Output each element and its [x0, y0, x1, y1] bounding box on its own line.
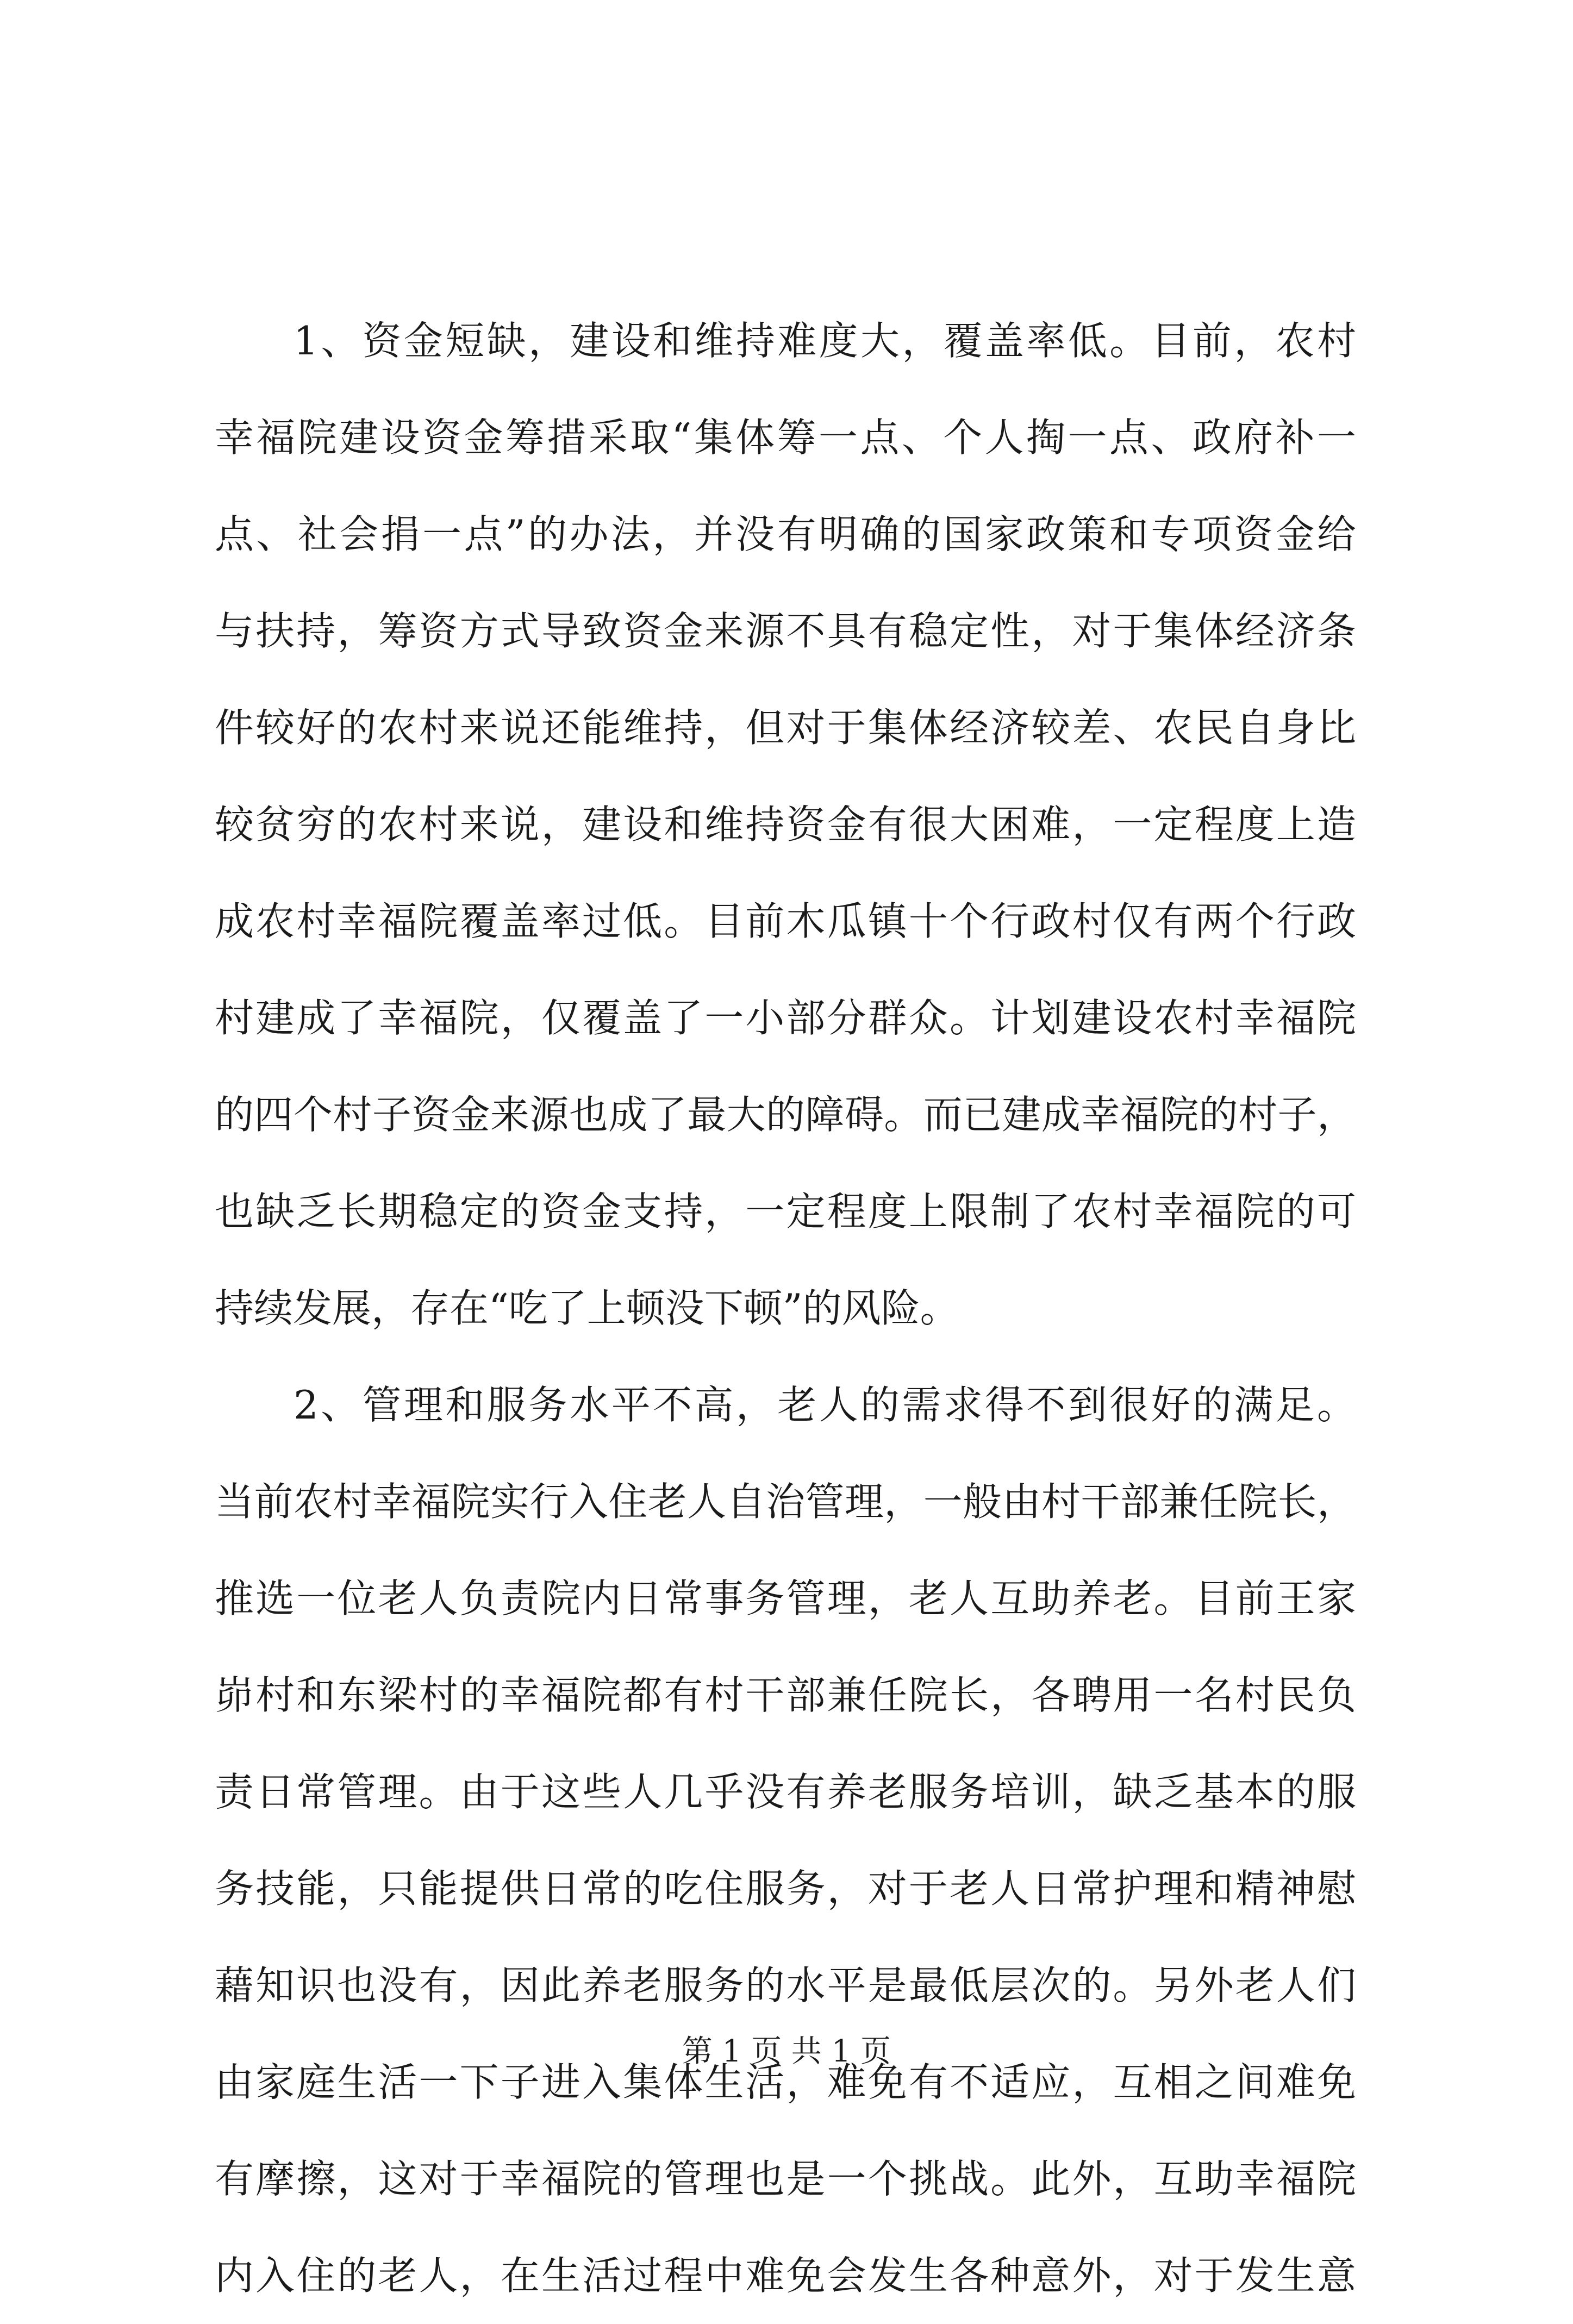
paragraph-1-line: 点、社会捐一点”的办法，并没有明确的国家政策和专项资金给 [215, 511, 1356, 557]
document-body [215, 292, 1356, 2324]
paragraph-1-line: 较贫穷的农村来说，建设和维持资金有很大困难，一定程度上造 [215, 802, 1356, 847]
paragraph-2-line: 内入住的老人，在生活过程中难免会发生各种意外，对于发生意 [215, 2253, 1356, 2298]
page-number-label: 第 1 页 共 1 页 [682, 2034, 891, 2069]
paragraph-2-line: 2、管理和服务水平不高，老人的需求得不到很好的满足。 [294, 1382, 1356, 1428]
paragraph-1-line: 与扶持，筹资方式导致资金来源不具有稳定性，对于集体经济条 [215, 608, 1356, 654]
paragraph-1-line: 件较好的农村来说还能维持，但对于集体经济较差、农民自身比 [215, 705, 1356, 751]
paragraph-1-line: 的四个村子资金来源也成了最大的障碍。而已建成幸福院的村子， [215, 1092, 1356, 1138]
paragraph-2-line: 当前农村幸福院实行入住老人自治管理，一般由村干部兼任院长， [215, 1479, 1356, 1525]
paragraph-2-line: 责日常管理。由于这些人几乎没有养老服务培训，缺乏基本的服 [215, 1769, 1356, 1815]
paragraph-2-line: 务技能，只能提供日常的吃住服务，对于老人日常护理和精神慰 [215, 1866, 1356, 1911]
paragraph-1-line: 也缺乏长期稳定的资金支持，一定程度上限制了农村幸福院的可 [215, 1189, 1356, 1234]
paragraph-2-line: 由家庭生活一下子进入集体生活，难免有不适应，互相之间难免 [215, 2059, 1356, 2105]
paragraph-2-line: 推选一位老人负责院内日常事务管理，老人互助养老。目前王家 [215, 1576, 1356, 1621]
paragraph-1-line: 幸福院建设资金筹措采取“集体筹一点、个人掏一点、政府补一 [215, 415, 1356, 460]
paragraph-2-line: 藉知识也没有，因此养老服务的水平是最低层次的。另外老人们 [215, 1963, 1356, 2008]
page-footer [0, 2030, 1573, 2073]
paragraph-1-line: 持续发展，存在“吃了上顿没下顿”的风险。 [215, 1285, 959, 1331]
paragraph-2-line: 峁村和东梁村的幸福院都有村干部兼任院长，各聘用一名村民负 [215, 1672, 1356, 1718]
paragraph-1-line: 1、资金短缺，建设和维持难度大，覆盖率低。目前，农村 [294, 318, 1356, 364]
paragraph-1-line: 成农村幸福院覆盖率过低。目前木瓜镇十个行政村仅有两个行政 [215, 898, 1356, 944]
paragraph-1-line: 村建成了幸福院，仅覆盖了一小部分群众。计划建设农村幸福院 [215, 995, 1356, 1041]
paragraph-2-line: 有摩擦，这对于幸福院的管理也是一个挑战。此外，互助幸福院 [215, 2156, 1356, 2202]
